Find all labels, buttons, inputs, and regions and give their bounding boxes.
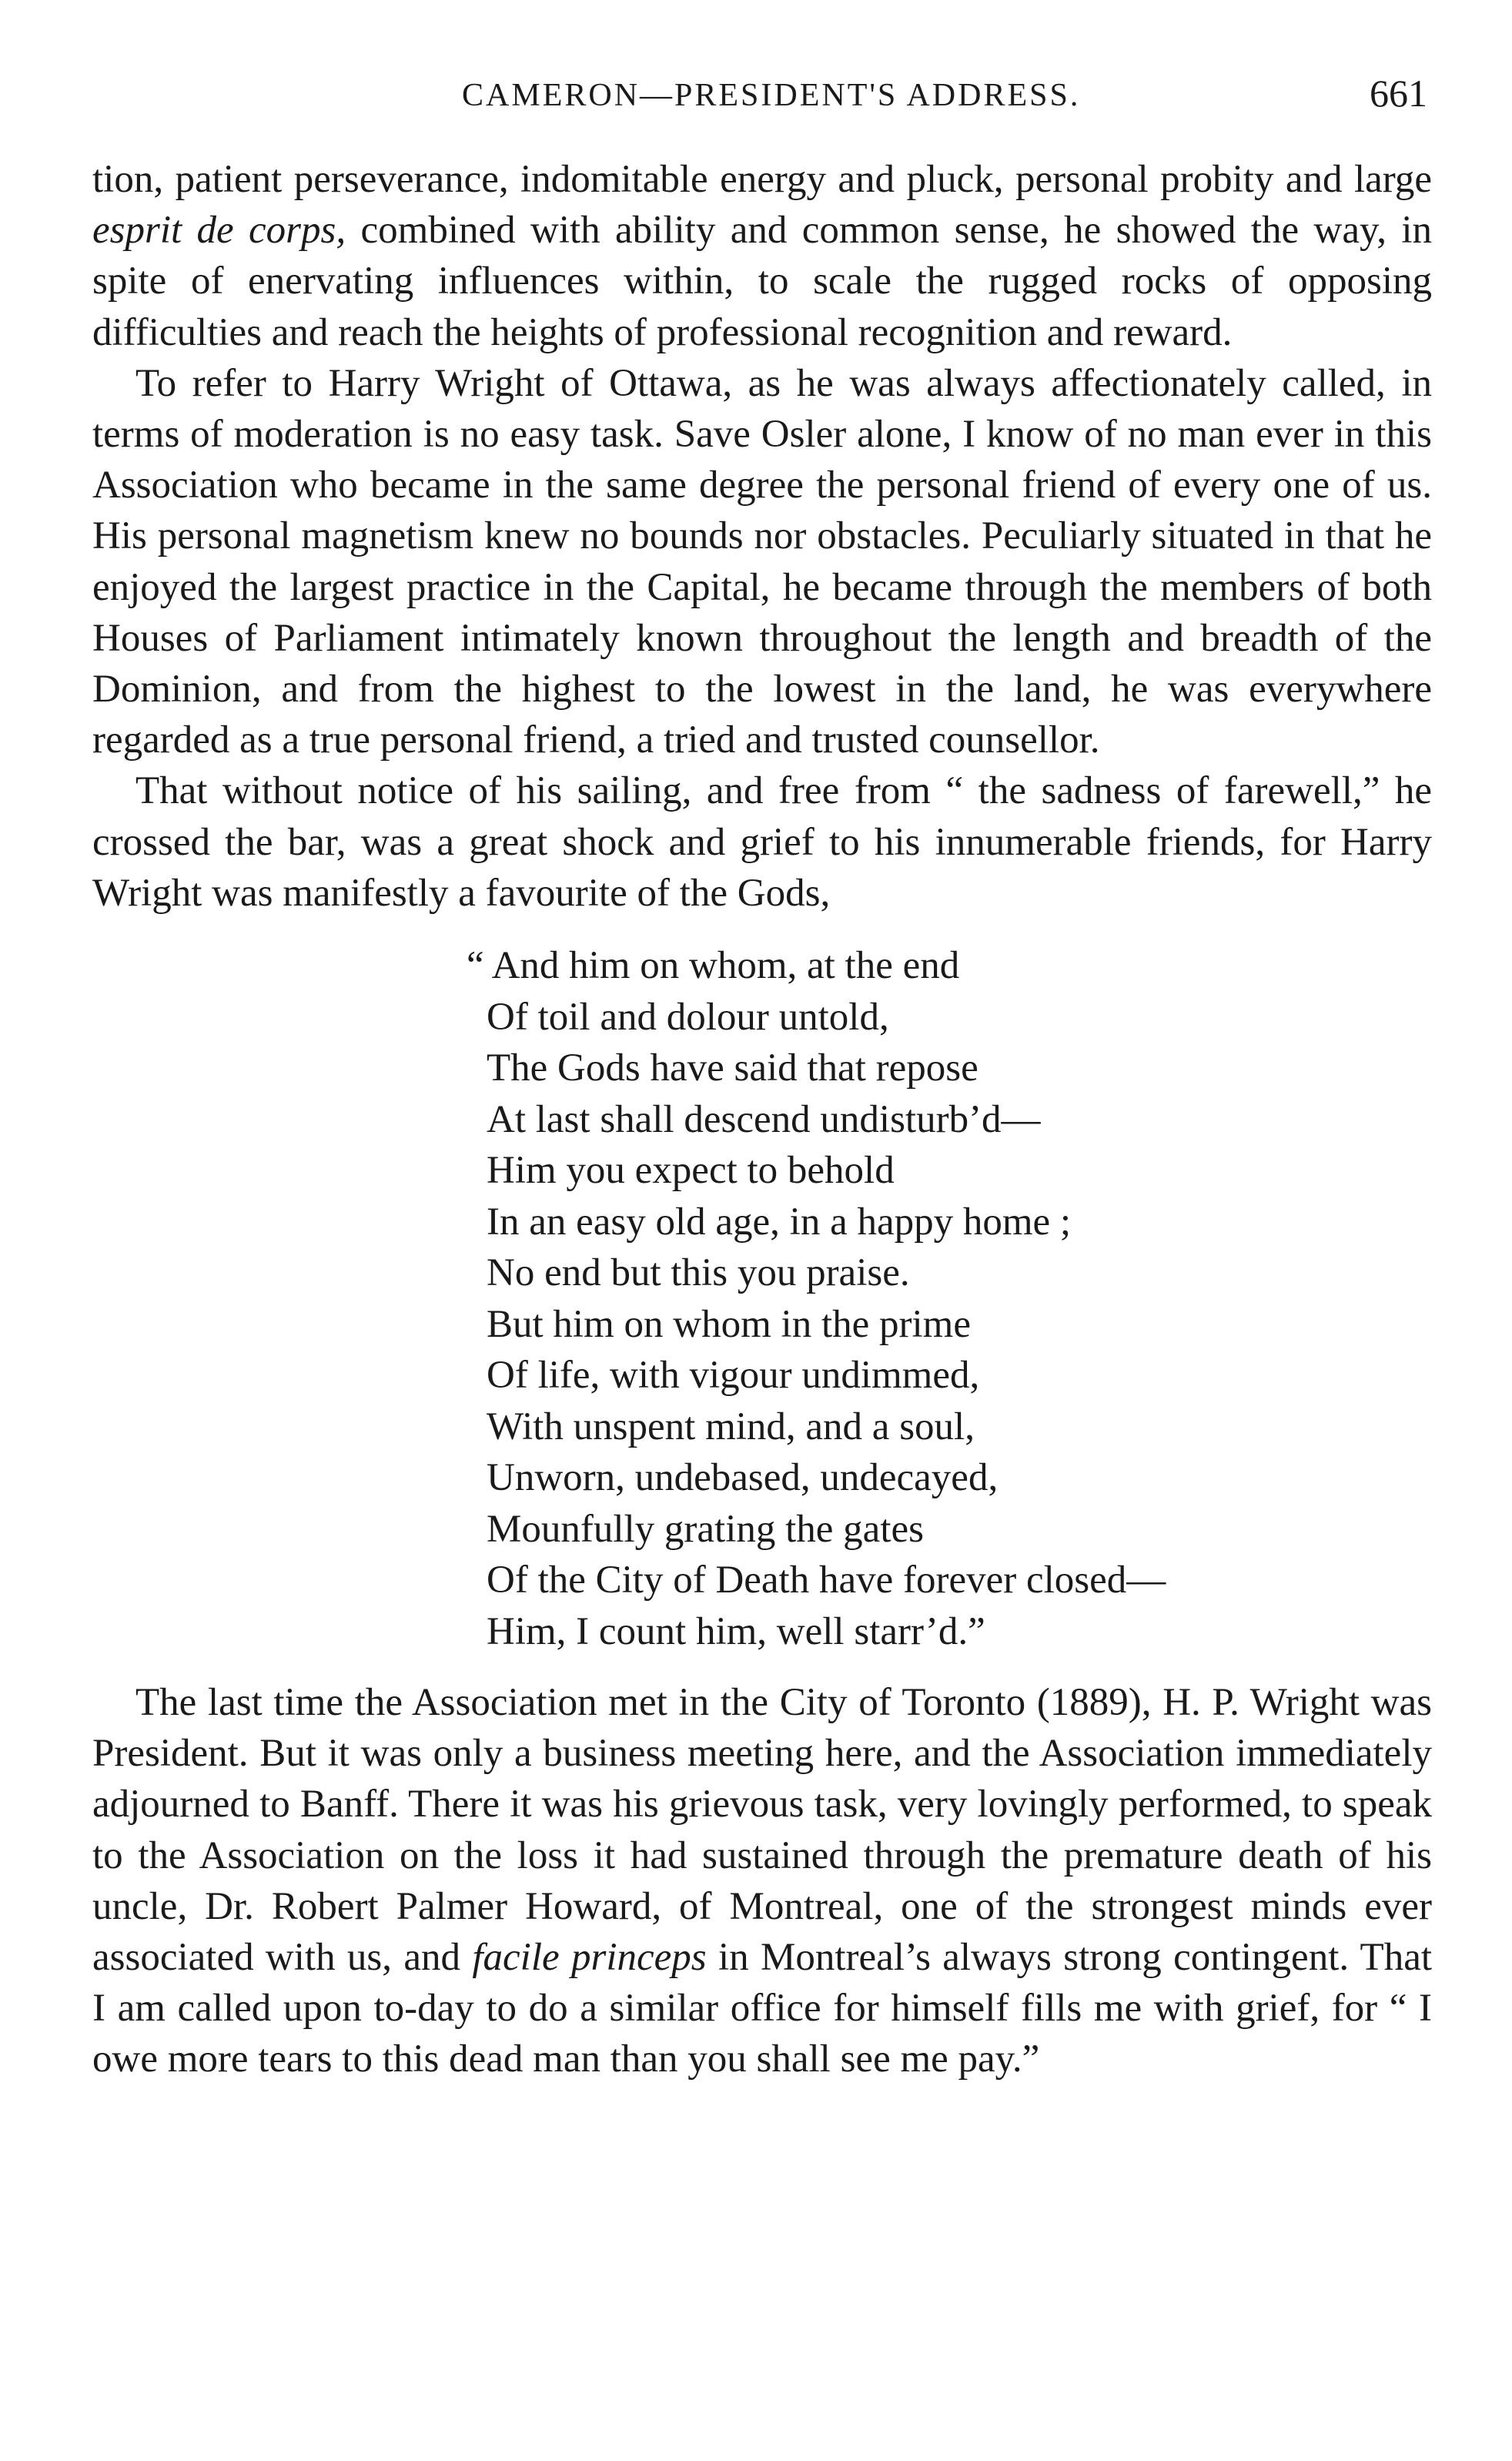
poem-line: Him, I count him, well starr’d.” xyxy=(487,1609,985,1653)
poem-quotation xyxy=(467,940,1432,1657)
poem-line: But him on whom in the prime xyxy=(487,1302,971,1346)
poem-line: Him you expect to behold xyxy=(487,1149,895,1193)
poem-line: “ And him on whom, at the end xyxy=(467,944,960,988)
poem-line: With unspent mind, and a soul, xyxy=(487,1405,975,1448)
paragraph-1 xyxy=(92,154,1432,358)
body-text xyxy=(92,154,1432,2085)
paragraph-1-text-a: tion, patient perseverance, indomitable energy and pluck, personal probity and large xyxy=(92,158,1432,201)
poem-line: At last shall descend undisturb’d— xyxy=(487,1097,1041,1141)
paragraph-2: To refer to Harry Wright of Ottawa, as he was always affectionately called, in terms of moderation is no easy task. Save Osler alone, I know of no man ever in this Association who became in the same degree the personal friend of every one of us. His personal magnetism knew no bounds nor obstacles. Peculiarly situated in that he enjoyed the largest practice in the Capital, he became through the members of both Houses of Parliament intimately known throughout the length and breadth of the Dominion, and from the highest to the lowest in the land, he was everywhere regarded as a true personal friend, a tried and trusted counsellor. xyxy=(92,361,1432,762)
poem-line: The Gods have said that repose xyxy=(487,1046,978,1090)
poem-line: In an easy old age, in a happy home ; xyxy=(487,1200,1072,1244)
page-number: 661 xyxy=(1370,72,1427,115)
poem-line: No end but this you praise. xyxy=(487,1251,910,1295)
poem-line: Unworn, undebased, undecayed, xyxy=(487,1456,999,1500)
poem-line: Of life, with vigour undimmed, xyxy=(487,1354,980,1398)
paragraph-4 xyxy=(92,1677,1432,2085)
poem-line: Of the City of Death have forever closed— xyxy=(487,1559,1166,1602)
paragraph-3: That without notice of his sailing, and free from “ the sadness of farewell,” he crossed the bar, was a great shock and grief to his innumerable friends, for Harry Wright was manifestly a favourite of the Gods, xyxy=(92,769,1432,915)
poem-line: Of toil and dolour untold, xyxy=(487,995,889,1039)
poem-line: Mounfully grating the gates xyxy=(487,1507,924,1551)
paragraph-1-italic-phrase: esprit de corps, xyxy=(92,209,346,253)
paragraph-4-text-b: in Montreal’s always strong contingent. That I am called upon to-day to do a similar office for himself fills me with grief, for “ I owe more tears to this dead man than you shall see me pay.” xyxy=(92,1936,1432,2081)
paragraph-4-italic-phrase: facile princeps xyxy=(472,1936,707,1980)
paragraph-4-text-a: The last time the Association met in the City of Toronto (1889), H. P. Wright was President. But it was only a business meeting here, and the Association immediately adjourned to Banff. There it was his grievous task, very lovingly performed, to speak to the Association on the loss it had sustained through the premature death of his uncle, Dr. Robert Palmer Howard, of Montreal, one of the strongest minds ever associated with us, and xyxy=(92,1681,1432,1980)
paragraph-1-text-b: combined with ability and common sense, he showed the way, in spite of enervating influences within, to scale the rugged rocks of opposing difficulties and reach the heights of professional recognition and reward. xyxy=(92,209,1432,354)
running-head xyxy=(100,71,1427,125)
running-title: CAMERON—PRESIDENT'S ADDRESS. xyxy=(462,78,1081,113)
